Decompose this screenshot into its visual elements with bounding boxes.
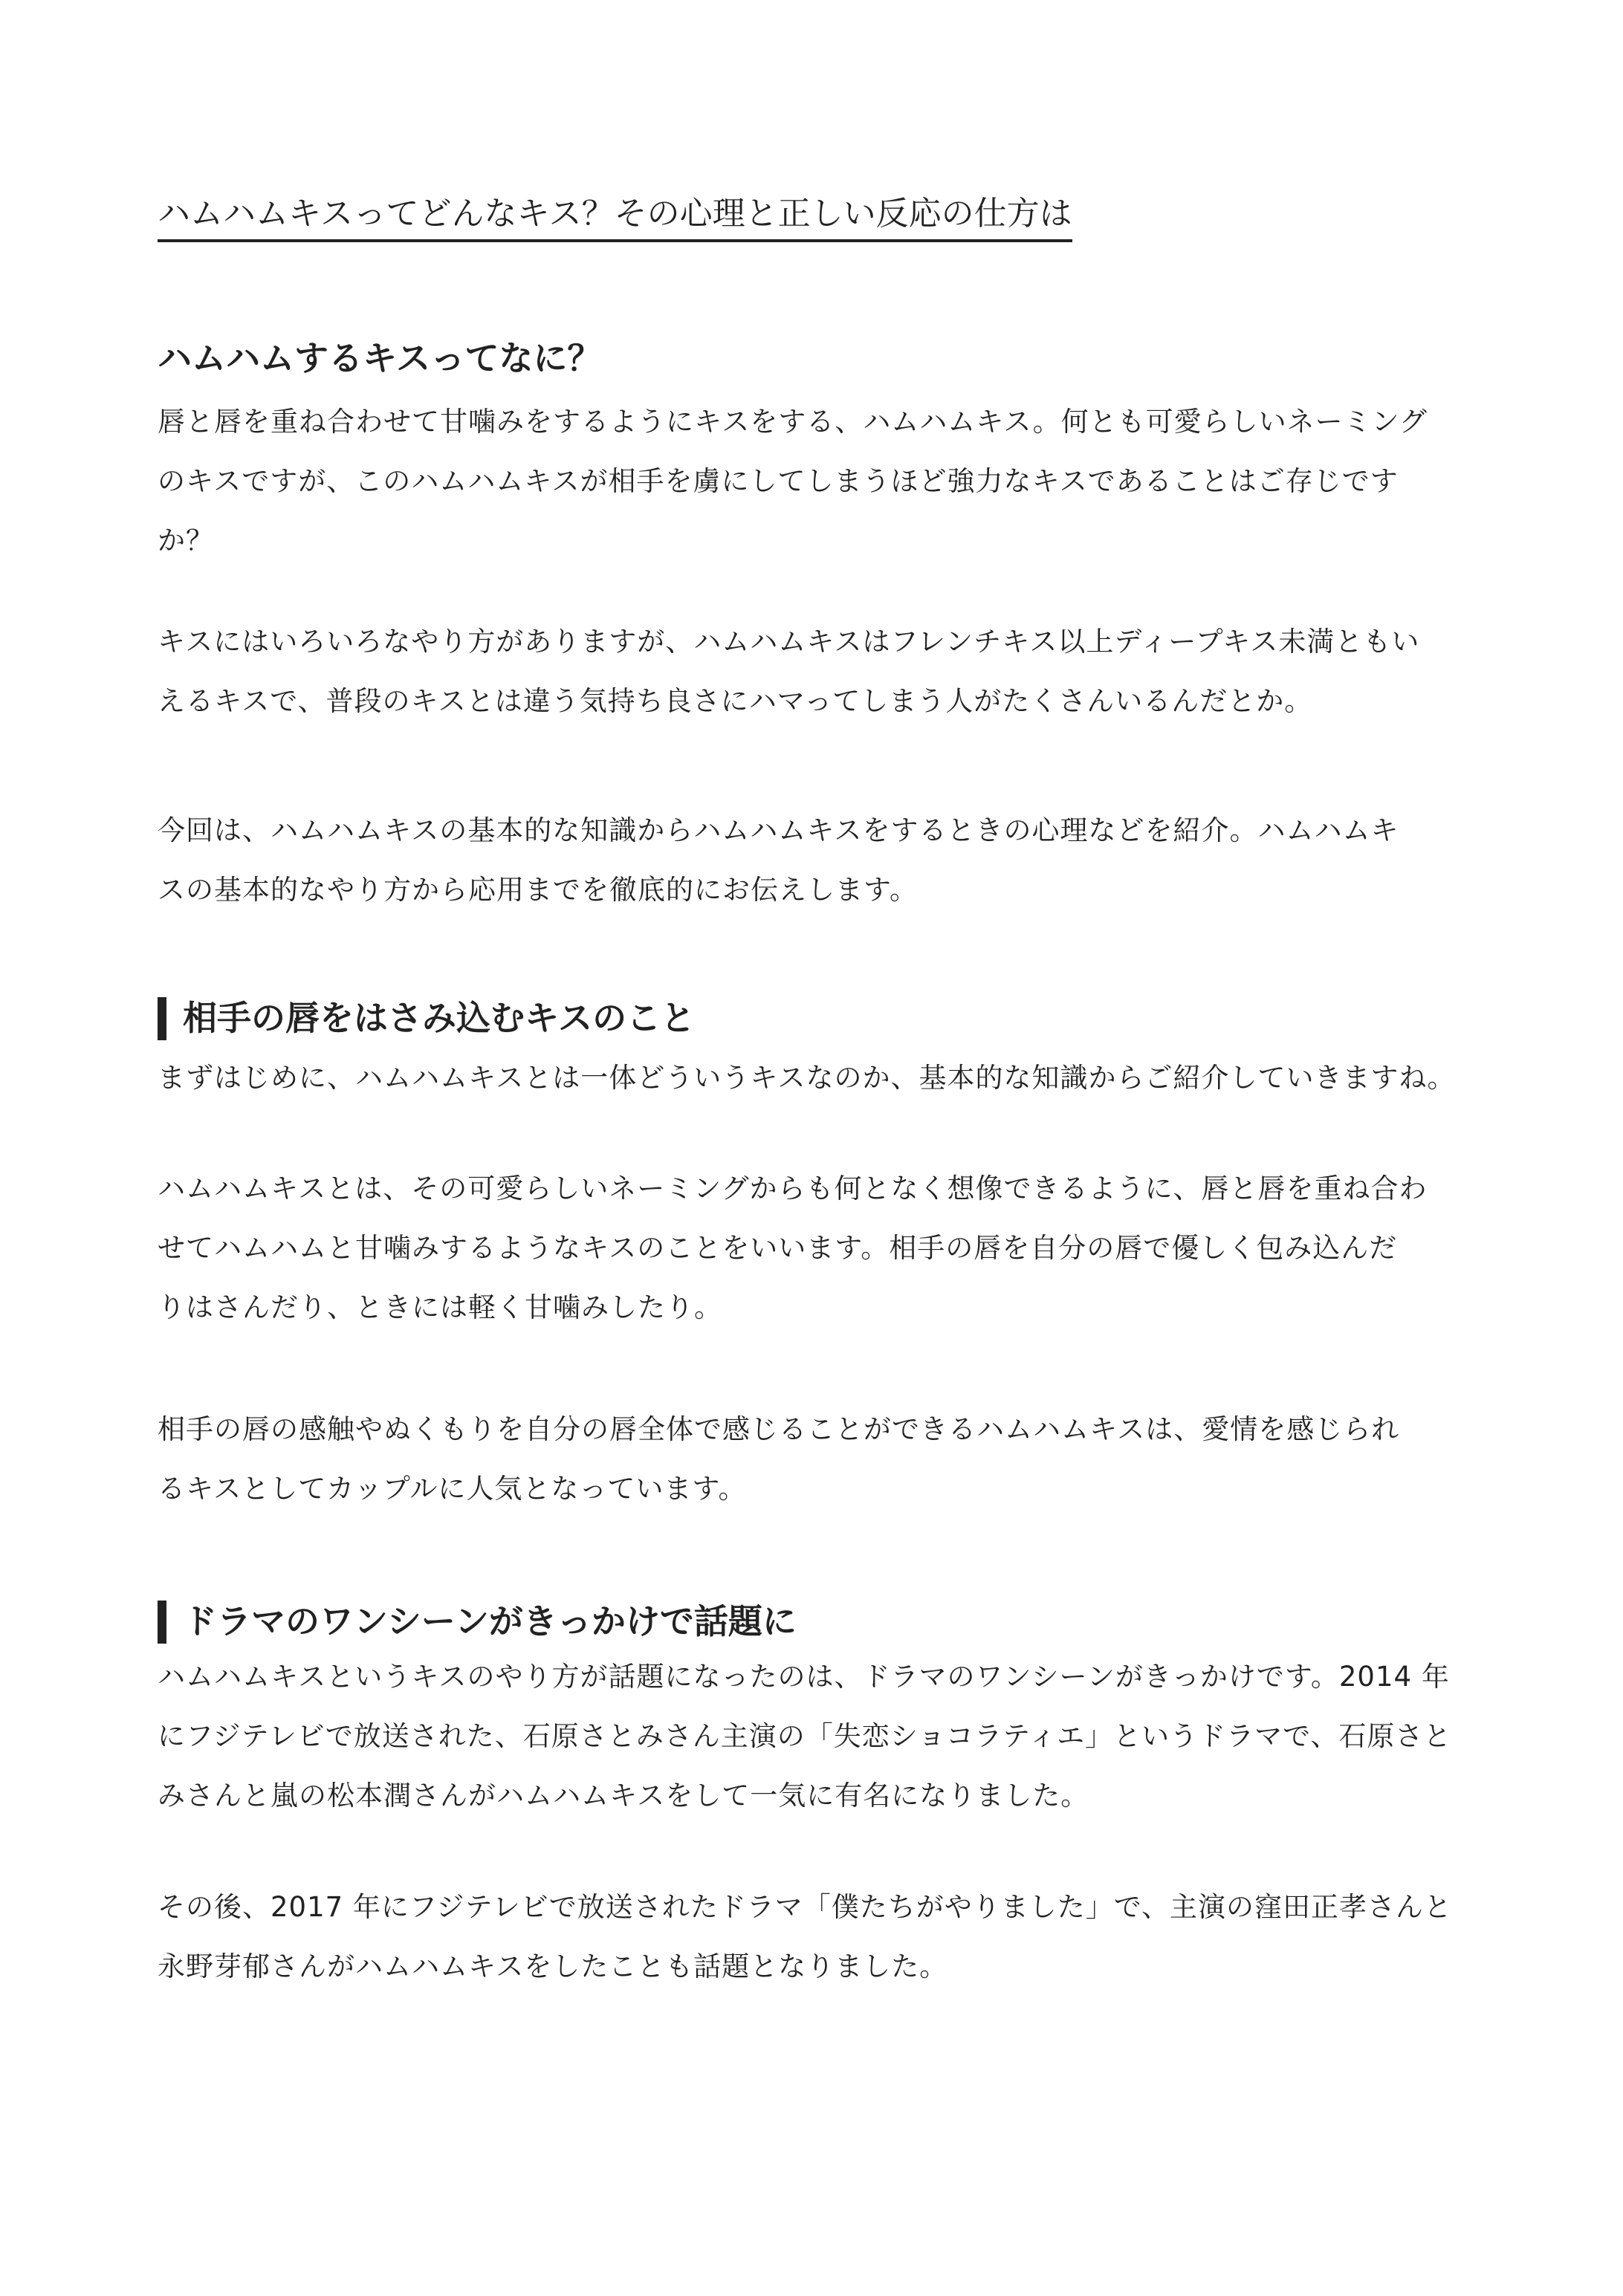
paragraph (158, 1878, 1495, 1997)
text-line: るキスとしてカップルに人気となっています。 (158, 1473, 747, 1505)
text-line: みさんと嵐の松本潤さんがハムハムキスをして一気に有名になりました。 (158, 1780, 1089, 1812)
paragraph (158, 1159, 1495, 1337)
text-line: まずはじめに、ハムハムキスとは一体どういうキスなのか、基本的な知識からご紹介していきますね。 (158, 1062, 1456, 1094)
section-heading-drama: ドラマのワンシーンがきっかけで話題に (158, 1598, 797, 1645)
paragraph (158, 1048, 1495, 1108)
text-line: 今回は、ハムハムキスの基本的な知識からハムハムキスをするときの心理などを紹介。ハムハムキ (158, 814, 1399, 846)
section-heading-what-is: ハムハムするキスってなに？ (158, 338, 602, 378)
paragraph (158, 1647, 1495, 1826)
paragraph (158, 612, 1495, 731)
section-heading-lips: 相手の唇をはさみ込むキスのこと (158, 994, 695, 1042)
text-line: りはさんだり、ときには軽く甘噛みしたり。 (158, 1291, 722, 1323)
paragraph (158, 1400, 1495, 1519)
article-title: ハムハムキスってどんなキス？その心理と正しい反応の仕方は (158, 190, 1072, 242)
text-line: か？ (158, 525, 214, 557)
text-line: のキスですが、このハムハムキスが相手を虜にしてしまうほど強力なキスであることはご存じです (158, 465, 1399, 497)
text-line: にフジテレビで放送された、石原さとみさん主演の「失恋ショコラティエ」というドラマで、石原さと (158, 1720, 1452, 1752)
text-line: えるキスで、普段のキスとは違う気持ち良さにハマってしまう人がたくさんいるんだとか。 (158, 685, 1313, 717)
text-line: 唇と唇を重ね合わせて甘噛みをするようにキスをする、ハムハムキス。何とも可愛らしいネーミング (158, 406, 1428, 438)
paragraph (158, 392, 1495, 571)
text-line: 永野芽郁さんがハムハムキスをしたことも話題となりました。 (158, 1950, 948, 1982)
text-line: その後、2017 年にフジテレビで放送されたドラマ「僕たちがやりました」で、主演の窪田正孝さんと (158, 1891, 1452, 1923)
text-line: せてハムハムと甘噛みするようなキスのことをいいます。相手の唇を自分の唇で優しく包み込んだ (158, 1232, 1398, 1264)
text-line: ハムハムキスというキスのやり方が話題になったのは、ドラマのワンシーンがきっかけです。2014 年 (158, 1661, 1450, 1693)
text-line: キスにはいろいろなやり方がありますが、ハムハムキスはフレンチキス以上ディープキス未満ともい (158, 626, 1420, 658)
text-line: スの基本的なやり方から応用までを徹底的にお伝えします。 (158, 874, 919, 906)
text-line: ハムハムキスとは、その可愛らしいネーミングからも何となく想像できるように、唇と唇を重ね合わ (158, 1173, 1428, 1204)
paragraph (158, 801, 1495, 920)
text-line: 相手の唇の感触やぬくもりを自分の唇全体で感じることができるハムハムキスは、愛情を感じられ (158, 1413, 1400, 1445)
